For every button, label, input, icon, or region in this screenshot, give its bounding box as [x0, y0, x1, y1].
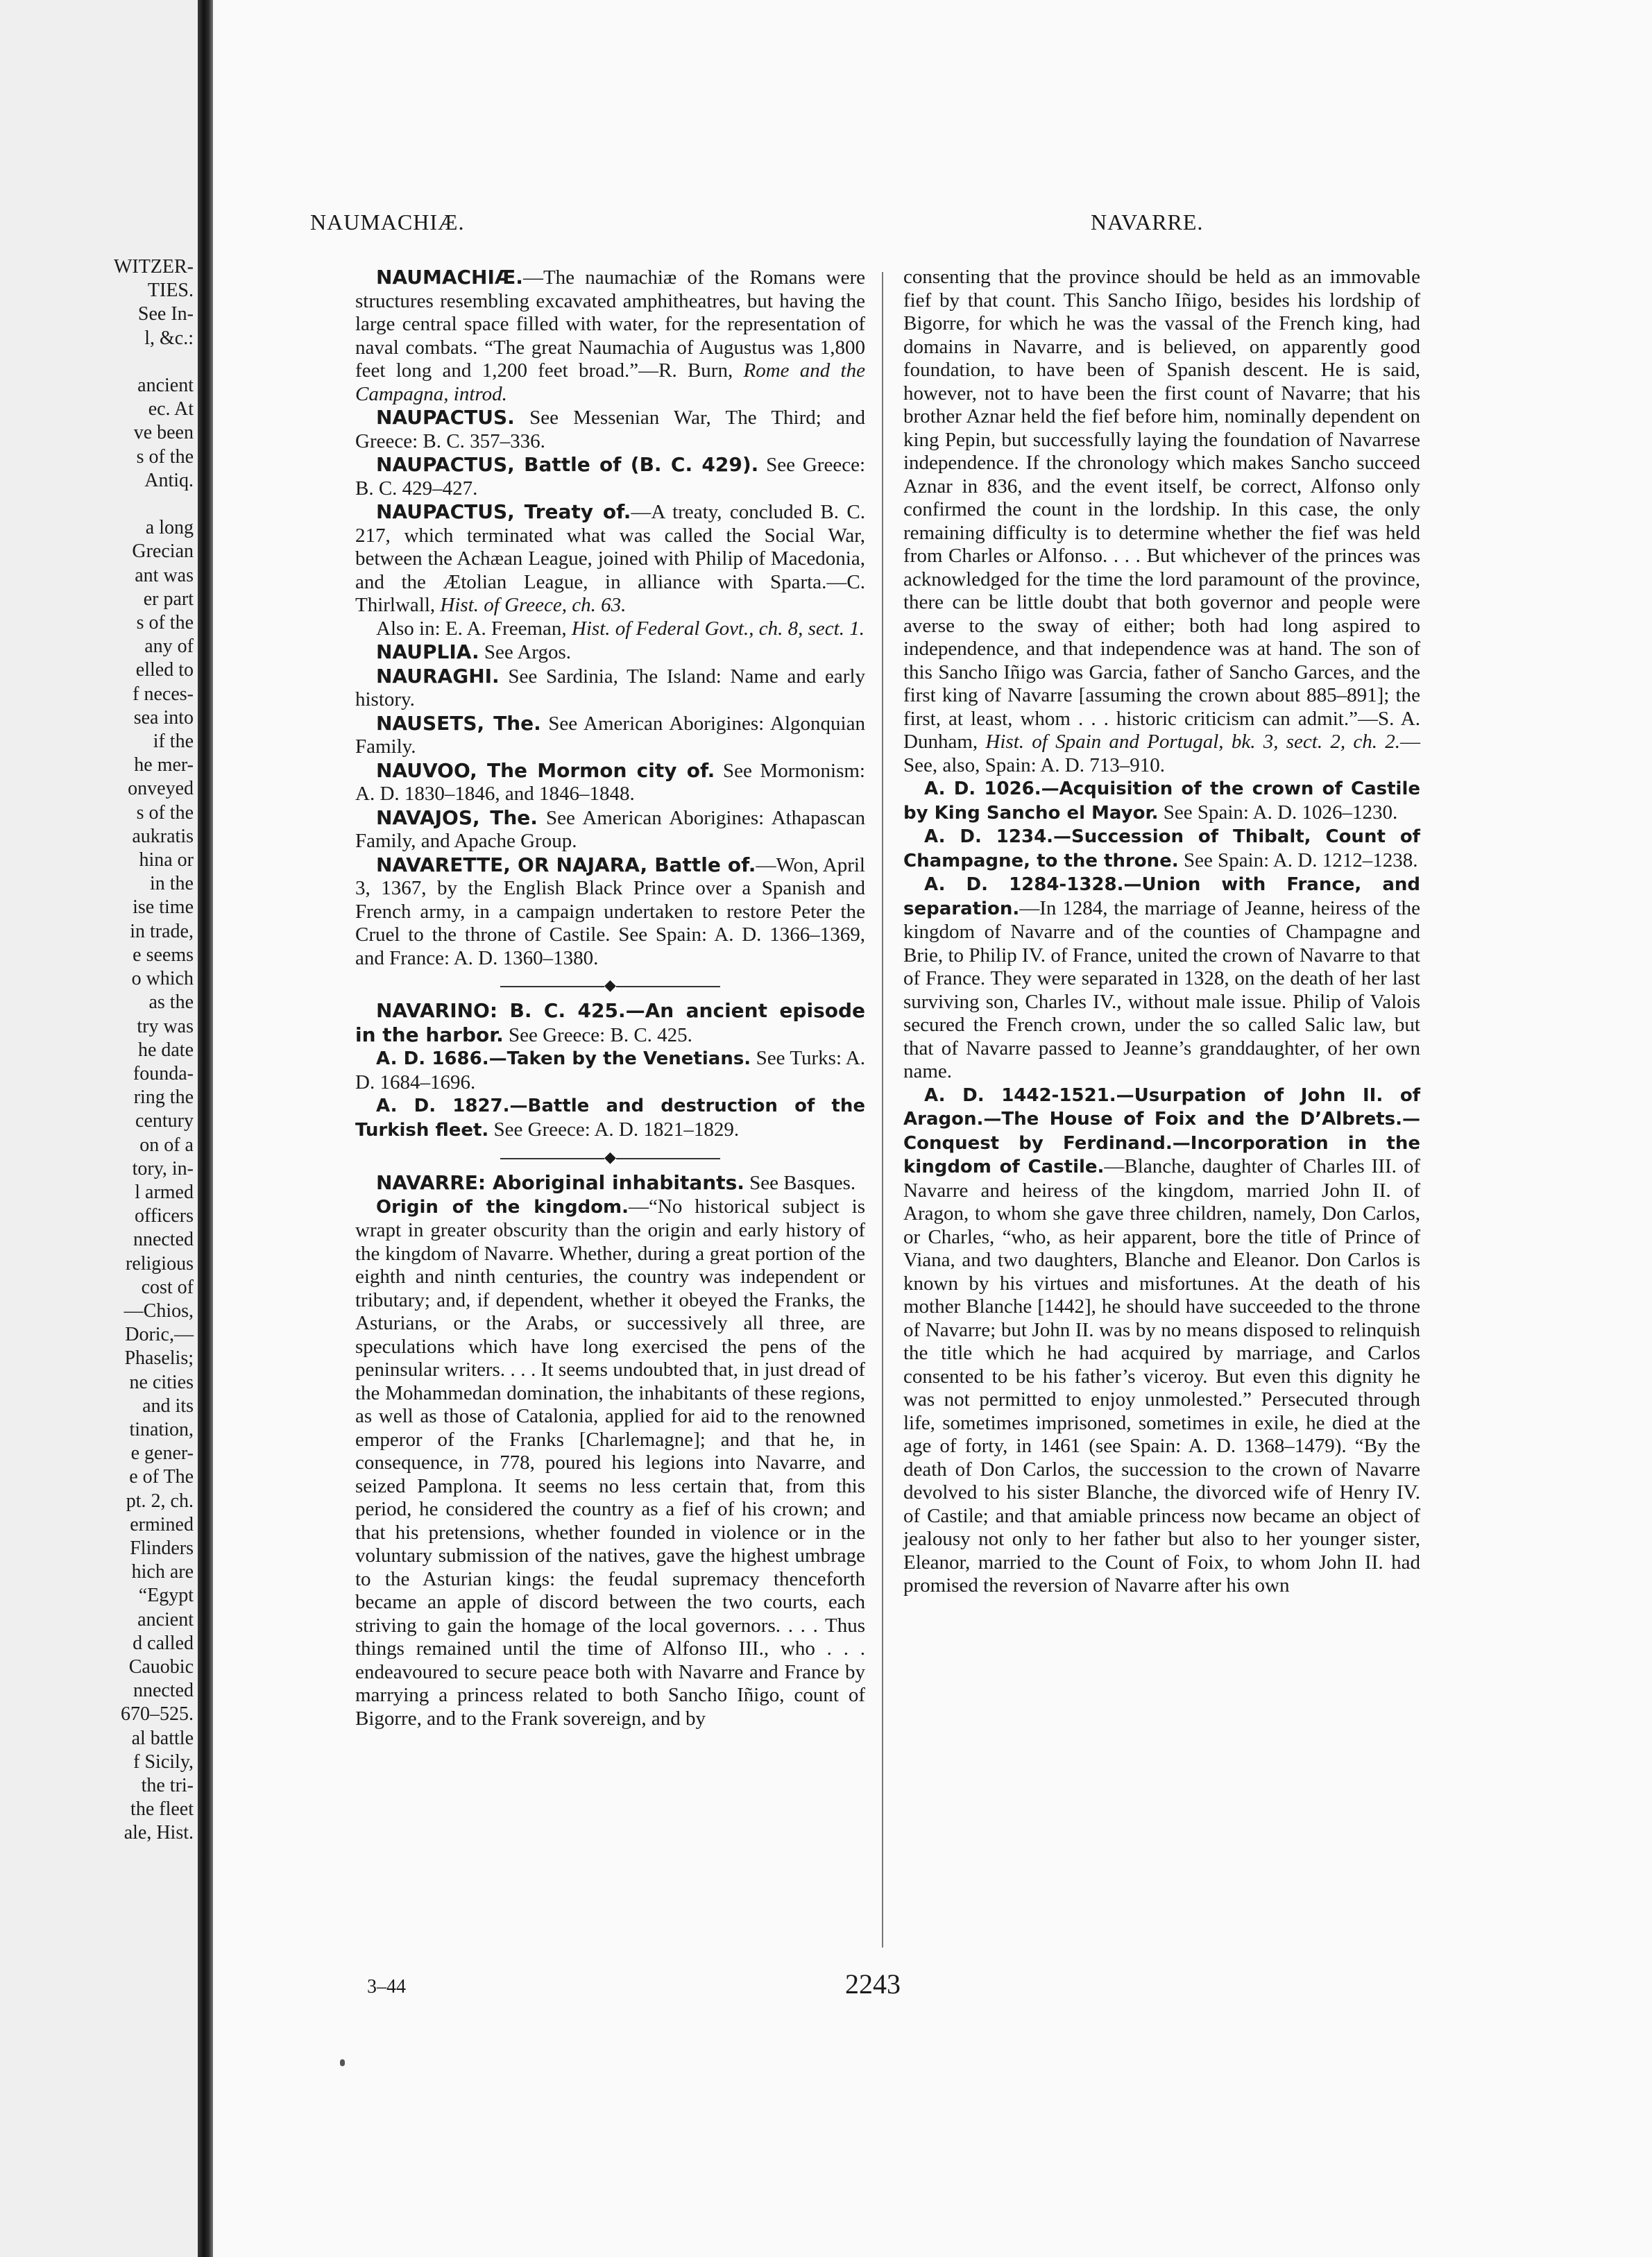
page-number: 2243 [845, 1968, 901, 2000]
facing-page-line: ant was [135, 564, 194, 586]
facing-page-line: s of the [136, 612, 194, 634]
facing-page-line: ancient [137, 1608, 194, 1630]
entry-text: See Mormonism: A. D. 1830–1846, and 1846–1848. [355, 759, 865, 805]
facing-page-line: ermined [130, 1513, 194, 1535]
running-head-left: NAUMACHIÆ. [310, 210, 465, 235]
facing-page-line: ve been [133, 422, 194, 444]
facing-page-line: sea into [133, 706, 194, 729]
facing-page-line: elled to [135, 659, 194, 681]
facing-page-line: e of The [129, 1466, 194, 1488]
facing-page-line: any of [144, 636, 194, 658]
entry-citation: Rome and the Campagna, introd. [355, 359, 865, 405]
dictionary-entry [355, 1094, 865, 1142]
entry-subheading: A. D. 1686.—Taken by the Venetians. [376, 1048, 751, 1069]
entry-text: See Messenian War, The Third; and Greece: B. C. 357–336. [355, 407, 865, 452]
entry-headword: NAUSETS, The. [376, 711, 541, 735]
entry-citation: Hist. of Federal Govt., ch. 8, sect. 1. [571, 617, 865, 640]
facing-page-line: tory, in- [132, 1157, 194, 1179]
right-column [903, 266, 1420, 1598]
entry-text: See Argos. [479, 641, 571, 663]
dictionary-entry [355, 1047, 865, 1094]
facing-page-line: ancient [137, 375, 194, 397]
dictionary-entry [355, 1195, 865, 1731]
facing-page-line: religious [126, 1252, 194, 1275]
facing-page-line: he date [137, 1039, 194, 1061]
facing-page-line: ec. At [148, 398, 194, 420]
facing-page-line: if the [153, 731, 194, 753]
dictionary-entry [355, 640, 865, 665]
facing-page-line: e gener- [130, 1442, 194, 1465]
facing-page-line: f Sicily, [133, 1751, 194, 1773]
facing-page-line: officers [135, 1205, 194, 1227]
entry-text: See American Aborigines: Algonquian Family. [355, 712, 865, 758]
entry-citation: Hist. of Greece, ch. 63. [440, 594, 627, 616]
facing-page-line: er part [143, 588, 194, 610]
entry-text: See American Aborigines: Athapascan Family, and Apache Group. [355, 806, 865, 852]
entry-text: See Sardinia, The Island: Name and early history. [355, 665, 865, 710]
entry-text: —“No historical subject is wrapt in greater obscurity than the origin and early history of the kingdom of Navarre. Whether, during a great portion of the eighth and ninth centuries, the country was independent or tributary; and, if dependent, whether it obeyed the Franks, the Asturians, or the Arabs, or successively all three, are speculations which have long exercised the pens of the peninsular writers. . . . It seems undoubted that, in just dread of the Mohammedan domination, the inhabitants of these regions, as well as those of Catalonia, applied for aid to the renowned emperor of the Franks [Charlemagne]; and that he, in consequence, in 778, poured his legions into Navarre, and seized Pamplona. It seems no less certain that, from this period, he considered the country as a fief of his crown; and that his pretensions, whether founded in violence or in the voluntary submission of the natives, gave the highest umbrage to the Asturian kings: the feudal supremacy thenceforth became an apple of discord between the two courts, each striving to gain the homage of the local governors. . . . Thus things remained until the time of Alfonso III., who . . . endeavoured to secure peace both with Navarre and France by marrying a princess related to both Sancho Iñigo, count of Bigorre, and to the Frank sovereign, and by [355, 1195, 865, 1730]
entry-headword: NAURAGHI. [376, 664, 500, 688]
facing-page-line: d called [133, 1632, 194, 1654]
facing-page-line: and its [142, 1395, 194, 1417]
facing-page-line: the tri- [141, 1775, 194, 1796]
section-divider: ◆ [355, 1149, 865, 1166]
facing-page-line: in the [150, 873, 194, 895]
running-head-right: NAVARRE. [1091, 210, 1204, 235]
facing-page-line: WITZER- [113, 256, 194, 278]
column-rule [882, 272, 883, 1948]
facing-page-line: century [135, 1110, 194, 1132]
entry-text: Also in: E. A. Freeman, [376, 617, 572, 640]
facing-page-line: See In- [137, 303, 194, 325]
entry-headword: NAVAJOS, The. [376, 806, 538, 829]
dictionary-entry [355, 1171, 865, 1195]
facing-page-line: ring the [133, 1087, 194, 1109]
facing-page-line: o which [131, 968, 194, 990]
facing-page-line: a long [145, 517, 194, 539]
facing-page-line: Cauobic [128, 1655, 194, 1678]
entry-headword: NAUMACHIÆ. [376, 266, 523, 289]
ink-speck [340, 2059, 345, 2066]
facing-page [0, 0, 198, 2257]
entry-text: —Blanche, daughter of Charles III. of Navarre and heiress of the kingdom, married John II. of Aragon, to whom she gave three children, namely, Don Carlos, or Charles, “who, as heir apparent, bore the title of Prince of Viana, and two daughters, Blanche and Eleanor. Don Carlos is known by his virtues and misfortunes. At the death of his mother Blanche [1442], he should have succeeded to the throne of Navarre; but John II. was by no means disposed to relinquish the title which he had acquired by marriage, and Carlos consented to be his father’s viceroy. But even this dignity he was not permitted to enjoy unmolested.” Persecuted through life, sometimes imprisoned, sometimes in exile, he died at the age of forty, in 1461 (see Spain: A. D. 1368–1479). “By the death of Don Carlos, the succession to the crown of Navarre devolved to his sister Blanche, the divorced wife of Henry IV. of Castile; and that amiable princess now became an object of jealousy not only to her father but also to her younger sister, Eleanor, married to the Count of Foix, to whom John II. had promised the reversion of Navarre after his own [903, 1155, 1420, 1596]
entry-text: See Spain: A. D. 1026–1230. [1158, 801, 1398, 824]
facing-page-line: nnected [133, 1680, 194, 1702]
dictionary-entry [355, 759, 865, 806]
facing-page-line: “Egypt [138, 1585, 194, 1607]
facing-page-line: tination, [129, 1418, 194, 1440]
facing-page-line: al battle [131, 1727, 194, 1749]
entry-subheading: A. D. 1827.—Battle and destruction of the Turkish fleet. [355, 1096, 865, 1141]
dictionary-entry [903, 873, 1420, 1084]
entry-text: —The naumachiæ of the Romans were structures resembling excavated amphitheatres, but having the large central space filled with water, for the representation of naval combats. “The great Naumachia of Augustus was 1,800 feet long and 1,200 feet broad.”—R. Burn, [355, 266, 865, 382]
dictionary-entry [903, 777, 1420, 825]
dictionary-entry [355, 712, 865, 759]
facing-page-line: s of the [136, 801, 194, 824]
entry-text: consenting that the province should be held as an immovable fief by that count. This Sancho Iñigo, besides his lordship of Bigorre, for which he was the vassal of the French king, had domains in Navarre, and is believed, on apparently good foundation, to have been of Spanish descent. He is said, however, not to have been the first count of Navarre; that his brother Aznar held the fief before him, nominally dependent on king Pepin, but successfully laying the foundation of Navarrese independence. If the chronology which makes Sancho succeed Aznar in 836, and the event itself, be correct, Alfonso only confirmed the count in the lordship. In this case, the only remaining difficulty is to determine whether the fief was held from Charles or Alfonso. . . . But whichever of the princes was acknowledged for the time the lord paramount of the province, there can be little doubt that both governor and people were averse to the sway of either; both had long aspired to independence, and that independence was at hand. The son of this Sancho Iñigo was Garcia, father of Sancho Garces, and the first king of Navarre [assuming the crown about 885–891]; the first, at least, whom . . . historic criticism can admit.”—S. A. Dunham, [903, 266, 1420, 753]
dictionary-entry [355, 500, 865, 618]
facing-page-line: pt. 2, ch. [126, 1490, 194, 1512]
facing-page-line: founda- [133, 1062, 194, 1084]
dictionary-entry [355, 665, 865, 712]
entry-headword: NAVARETTE, OR NAJARA, Battle of. [376, 853, 756, 876]
facing-page-line: Phaselis; [124, 1347, 194, 1370]
facing-page-line [13, 350, 194, 374]
entry-text: —A treaty, concluded B. C. 217, which terminated what was called the Social War, between the Achæan League, joined with Philip of Macedonia, and the Ætolian League, in alliance with Sparta.—C. Thirlwall, [355, 501, 865, 616]
entry-text: —See, also, Spain: A. D. 713–910. [903, 731, 1421, 776]
dictionary-entry [355, 266, 865, 406]
facing-page-line: ise time [133, 896, 194, 919]
entry-subheading: A. D. 1026.—Acquisition of the crown of Castile by King Sancho el Mayor. [903, 778, 1420, 824]
facing-page-line: he mer- [134, 754, 194, 776]
dictionary-entry [903, 266, 1420, 777]
entry-headword: NAUVOO, The Mormon city of. [376, 758, 715, 782]
facing-page-line: the fleet [130, 1798, 194, 1821]
entry-subheading: A. D. 1284-1328.—Union with France, and separation. [903, 874, 1420, 919]
facing-page-line: cost of [141, 1276, 194, 1298]
facing-page-line: Grecian [132, 540, 194, 563]
section-divider: ◆ [355, 977, 865, 994]
entry-headword: NAUPACTUS, Treaty of. [376, 500, 631, 523]
entry-subheading: A. D. 1442-1521.—Usurpation of John II. of Aragon.—The House of Foix and the D’Albrets.—Conquest by Ferdinand.—Incorporation in the kingdom of Castile. [903, 1084, 1420, 1177]
entry-citation: Hist. of Spain and Portugal, bk. 3, sect. 2, ch. 2. [985, 731, 1401, 753]
dictionary-entry [355, 806, 865, 853]
entry-text: See Greece: B. C. 425. [503, 1023, 692, 1046]
entry-subheading: Origin of the kingdom. [376, 1196, 629, 1218]
facing-page-line: Flinders [130, 1537, 194, 1559]
book-gutter [198, 0, 213, 2257]
entry-headword: NAVARINO: B. C. 425.—An ancient episode in the harbor. [355, 999, 865, 1046]
facing-page-line: on of a [139, 1134, 194, 1156]
facing-page-line: Antiq. [144, 469, 194, 491]
entry-text: See Spain: A. D. 1212–1238. [1178, 849, 1418, 871]
entry-headword: NAUPACTUS, Battle of (B. C. 429). [376, 453, 759, 476]
facing-page-line: l armed [135, 1181, 194, 1203]
facing-page-line: l, &c.: [144, 327, 194, 349]
facing-page-line: as the [148, 991, 194, 1014]
facing-page-line: onveyed [128, 778, 194, 800]
dictionary-entry [355, 453, 865, 500]
facing-page-line: s of the [136, 445, 194, 468]
left-column [355, 266, 865, 1730]
facing-page-line: in trade, [130, 920, 194, 942]
facing-page-line: Doric,— [125, 1324, 194, 1346]
entry-text: See Greece: A. D. 1821–1829. [488, 1118, 740, 1141]
entry-text: See Turks: A. D. 1684–1696. [355, 1047, 866, 1093]
dictionary-entry [355, 853, 865, 971]
facing-page-line: nnected [133, 1229, 194, 1251]
entry-text: See Greece: B. C. 429–427. [355, 454, 865, 500]
facing-page-line: f neces- [133, 683, 194, 705]
entry-text: —Won, April 3, 1367, by the English Black Prince over a Spanish and French army, in a campaign undertaken to restore Peter the Cruel to the throne of Castile. See Spain: A. D. 1366–1369, and France: A. D. 1360–1380. [355, 853, 865, 969]
facing-page-line: try was [137, 1015, 194, 1037]
facing-page-line [13, 493, 194, 516]
facing-page-line: TIES. [147, 280, 194, 302]
facing-page-line: ale, Hist. [124, 1822, 194, 1844]
entry-subheading: A. D. 1234.—Succession of Thibalt, Count of Champagne, to the throne. [903, 826, 1420, 871]
dictionary-entry [355, 999, 865, 1047]
facing-page-line: hina or [139, 849, 194, 871]
facing-page-line: e seems [133, 944, 194, 966]
facing-page-text [13, 255, 194, 1846]
dictionary-entry [355, 618, 865, 641]
dictionary-entry [903, 825, 1420, 873]
facing-page-line: aukratis [132, 825, 194, 847]
facing-page-line: hich are [131, 1561, 194, 1583]
signature-mark: 3–44 [367, 1976, 406, 1998]
dictionary-entry [355, 406, 865, 453]
facing-page-line: 670–525. [121, 1703, 194, 1726]
entry-headword: NAVARRE: Aboriginal inhabitants. [376, 1171, 744, 1194]
entry-headword: NAUPLIA. [376, 640, 479, 663]
facing-page-line: —Chios, [124, 1300, 194, 1322]
facing-page-line: ne cities [129, 1371, 194, 1393]
entry-text: See Basques. [744, 1172, 856, 1194]
entry-headword: NAUPACTUS. [376, 406, 515, 429]
dictionary-entry [903, 1084, 1420, 1598]
entry-text: —In 1284, the marriage of Jeanne, heiress of the kingdom of Navarre and of the counties of Champagne and Brie, to Philip IV. of France, united the crown of Navarre to that of France. They were separated in 1328, on the death of her last surviving son, Charles IV., without male issue. Philip of Valois secured the French crown, under the so called Salic law, but that of Navarre passed to Jeanne’s granddaughter, of her own name. [903, 896, 1420, 1082]
